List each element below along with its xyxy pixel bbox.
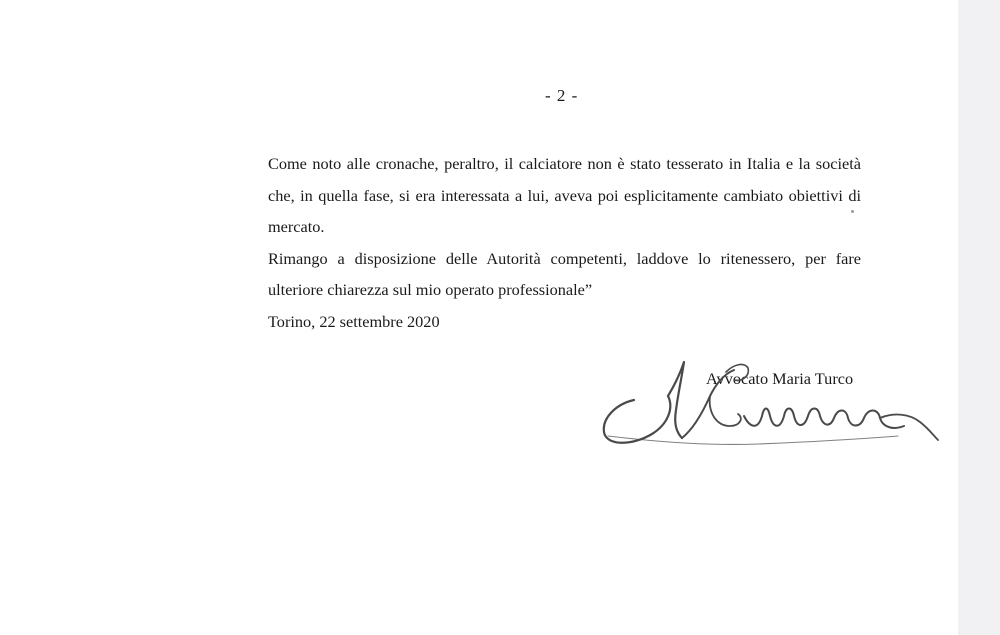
place-date: Torino, 22 settembre 2020 [268,311,440,331]
paragraph-availability-note: Rimango a disposizione delle Autorità competenti, laddove lo ritenessero, per fare ulteriore chiarezza sul mio operato professionale” [268,248,861,299]
viewer-margin [958,0,1000,635]
paragraph-transfer-note: Come noto alle cronache, peraltro, il calciatore non è stato tesserato in Italia e la società che, in quella fase, si era interessata a lui, aveva poi esplicitamente cambiato obiettivi di mercato. [268,154,861,236]
handwritten-signature-icon [598,356,943,452]
signer-name: Avvocato Maria Turco [706,369,854,388]
page-number: - 2 - [545,86,579,105]
scan-speck [851,210,854,213]
letter-body [268,148,861,337]
